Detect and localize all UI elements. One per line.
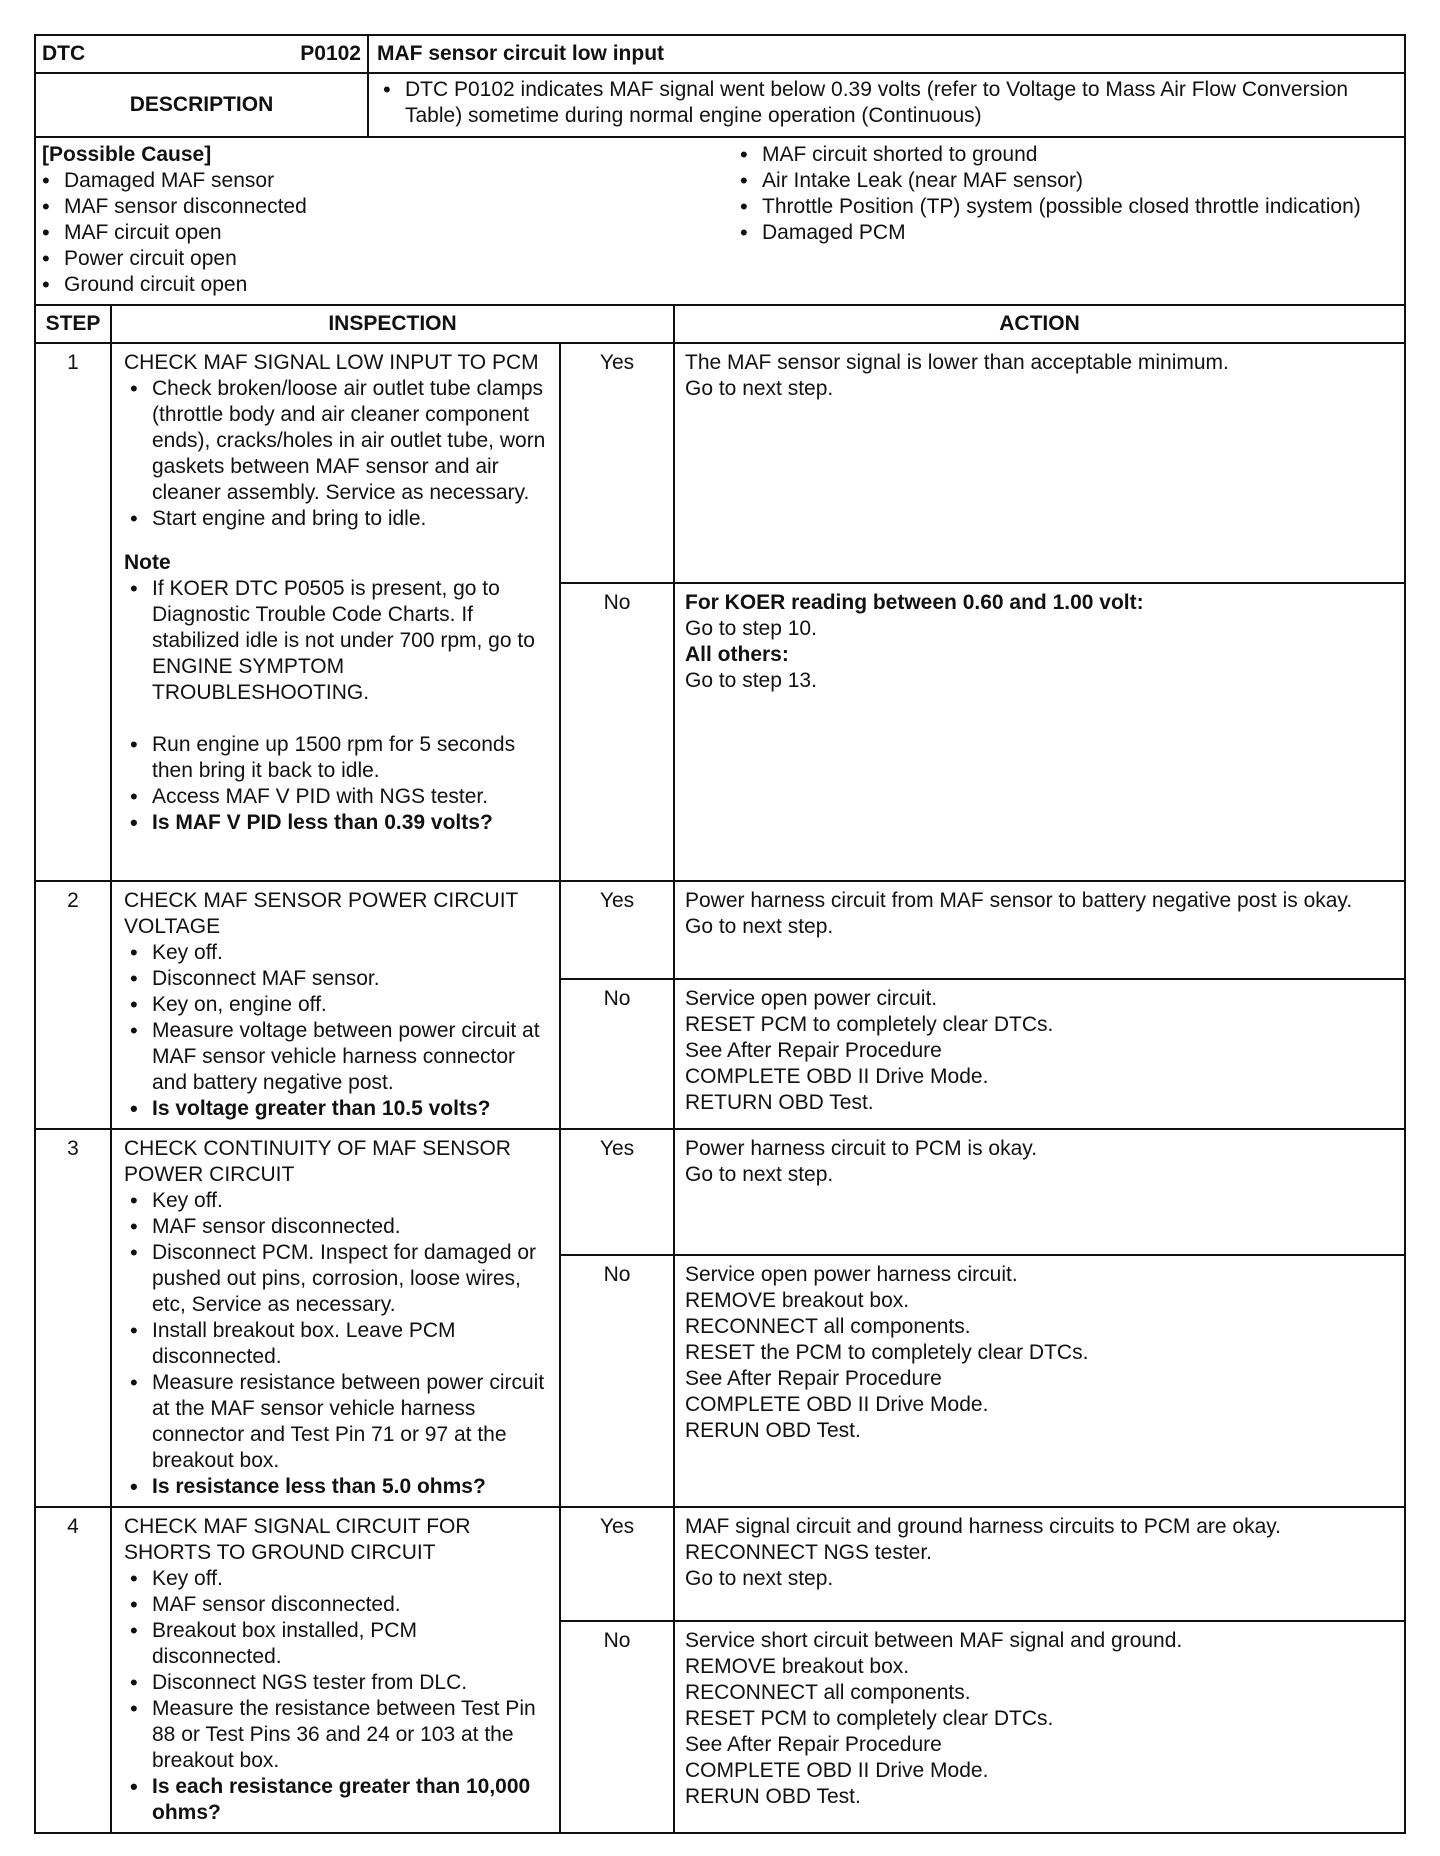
note-label: Note xyxy=(124,551,171,574)
action-line: Go to next step. xyxy=(685,1163,834,1186)
col-step: STEP xyxy=(35,305,111,343)
action-line: MAF signal circuit and ground harness circuits to PCM are okay. xyxy=(685,1515,1282,1538)
action-line: RERUN OBD Test. xyxy=(685,1785,861,1808)
action-line: Service short circuit between MAF signal and ground. xyxy=(685,1629,1183,1652)
col-inspection: INSPECTION xyxy=(111,305,674,343)
action-line: Go to next step. xyxy=(685,377,834,400)
dtc-table xyxy=(34,34,1406,1834)
action-line: Go to next step. xyxy=(685,915,834,938)
step-number: 4 xyxy=(35,1507,111,1833)
action-line: COMPLETE OBD II Drive Mode. xyxy=(685,1759,989,1782)
no-label: No xyxy=(560,1621,674,1833)
dtc-label: DTC xyxy=(42,42,86,65)
step-4-yes-row xyxy=(35,1507,1405,1621)
no-label: No xyxy=(560,979,674,1129)
no-label: No xyxy=(560,1255,674,1507)
description-row xyxy=(35,73,1405,137)
inspection-item: • MAF sensor disconnected. xyxy=(124,1592,549,1618)
inspection-item: • Measure the resistance between Test Pin 88 or Test Pins 36 and 24 or 103 at the breakout box. xyxy=(124,1696,549,1774)
action-line: See After Repair Procedure xyxy=(685,1733,942,1756)
dtc-header-row xyxy=(35,35,1405,73)
action-line: Service open power circuit. xyxy=(685,987,938,1010)
inspection-item: • Key off. xyxy=(124,1188,549,1214)
action-line: Power harness circuit from MAF sensor to battery negative post is okay. xyxy=(685,889,1353,912)
note-item: • If KOER DTC P0505 is present, go to Diagnostic Trouble Code Charts. If stabilized idle is not under 700 rpm, go to ENGINE SYMPTOM TROUBLESHOOTING. xyxy=(124,576,549,706)
cause-item: • Damaged MAF sensor xyxy=(36,168,706,194)
yes-label: Yes xyxy=(560,1129,674,1255)
inspection-item: • Breakout box installed, PCM disconnected. xyxy=(124,1618,549,1670)
inspection-item: • Check broken/loose air outlet tube clamps (throttle body and air cleaner component ends), cracks/holes in air outlet tube, worn gaskets between MAF sensor and air cleaner assembly. Service as necessary. xyxy=(124,376,549,506)
action-line: RESET the PCM to completely clear DTCs. xyxy=(685,1341,1089,1364)
dtc-code: P0102 xyxy=(300,42,361,65)
inspection-item: • Install breakout box. Leave PCM disconnected. xyxy=(124,1318,549,1370)
action-line: RESET PCM to completely clear DTCs. xyxy=(685,1707,1054,1730)
yes-action xyxy=(674,343,1405,583)
step-2-yes-row xyxy=(35,881,1405,979)
col-action: ACTION xyxy=(674,305,1405,343)
inspection-item: • Disconnect MAF sensor. xyxy=(124,966,549,992)
column-header-row xyxy=(35,305,1405,343)
action-line: Go to step 10. xyxy=(685,617,817,640)
action-line: All others: xyxy=(685,643,789,666)
step-number: 2 xyxy=(35,881,111,1129)
inspection-item: • Measure resistance between power circuit at the MAF sensor vehicle harness connector and Test Pin 71 or 97 at the breakout box. xyxy=(124,1370,549,1474)
step-title: CHECK CONTINUITY OF MAF SENSOR POWER CIRCUIT xyxy=(124,1137,511,1186)
action-line: RETURN OBD Test. xyxy=(685,1091,874,1114)
inspection-item: • Start engine and bring to idle. xyxy=(124,506,549,532)
action-line: RECONNECT all components. xyxy=(685,1315,971,1338)
inspection-item: • MAF sensor disconnected. xyxy=(124,1214,549,1240)
no-action xyxy=(674,979,1405,1129)
no-action xyxy=(674,583,1405,881)
step-title: CHECK MAF SENSOR POWER CIRCUIT VOLTAGE xyxy=(124,889,518,938)
description-text: • DTC P0102 indicates MAF signal went below 0.39 volts (refer to Voltage to Mass Air Flow Conversion Table) sometime during normal engine operation (Continuous) xyxy=(377,77,1396,129)
action-line: Service open power harness circuit. xyxy=(685,1263,1018,1286)
cause-item: • Power circuit open xyxy=(36,246,706,272)
description-label: DESCRIPTION xyxy=(35,73,368,137)
step-4-inspection xyxy=(111,1507,560,1833)
yes-action xyxy=(674,1507,1405,1621)
inspection-question: • Is MAF V PID less than 0.39 volts? xyxy=(124,810,549,836)
inspection-item: • Key off. xyxy=(124,940,549,966)
step-1-inspection xyxy=(111,343,560,881)
inspection-question: • Is resistance less than 5.0 ohms? xyxy=(124,1474,549,1500)
yes-action xyxy=(674,881,1405,979)
inspection-question: • Is each resistance greater than 10,000 ohms? xyxy=(124,1774,549,1826)
action-line: See After Repair Procedure xyxy=(685,1039,942,1062)
cause-item: • Air Intake Leak (near MAF sensor) xyxy=(734,168,1368,194)
step-title: CHECK MAF SIGNAL CIRCUIT FOR SHORTS TO GROUND CIRCUIT xyxy=(124,1515,471,1564)
inspection-item: • Key off. xyxy=(124,1566,549,1592)
dtc-title: MAF sensor circuit low input xyxy=(368,35,1405,73)
possible-cause-row xyxy=(35,137,1405,305)
action-line: See After Repair Procedure xyxy=(685,1367,942,1390)
yes-action xyxy=(674,1129,1405,1255)
step-2-inspection xyxy=(111,881,560,1129)
step-title: CHECK MAF SIGNAL LOW INPUT TO PCM xyxy=(124,351,539,374)
inspection-item: • Access MAF V PID with NGS tester. xyxy=(124,784,549,810)
step-1-yes-row xyxy=(35,343,1405,583)
yes-label: Yes xyxy=(560,881,674,979)
action-line: Power harness circuit to PCM is okay. xyxy=(685,1137,1038,1160)
cause-item: • MAF sensor disconnected xyxy=(36,194,706,220)
action-line: REMOVE breakout box. xyxy=(685,1655,910,1678)
action-line: RESET PCM to completely clear DTCs. xyxy=(685,1013,1054,1036)
action-line: For KOER reading between 0.60 and 1.00 volt: xyxy=(685,591,1144,614)
no-label: No xyxy=(560,583,674,881)
inspection-item: • Disconnect NGS tester from DLC. xyxy=(124,1670,549,1696)
yes-label: Yes xyxy=(560,343,674,583)
cause-item: • MAF circuit shorted to ground xyxy=(734,142,1368,168)
action-line: RECONNECT NGS tester. xyxy=(685,1541,932,1564)
inspection-item: • Run engine up 1500 rpm for 5 seconds then bring it back to idle. xyxy=(124,732,549,784)
action-line: RECONNECT all components. xyxy=(685,1681,971,1704)
possible-cause-title: [Possible Cause] xyxy=(42,143,212,166)
step-3-yes-row xyxy=(35,1129,1405,1255)
inspection-item: • Key on, engine off. xyxy=(124,992,549,1018)
action-line: COMPLETE OBD II Drive Mode. xyxy=(685,1393,989,1416)
step-number: 1 xyxy=(35,343,111,881)
step-3-inspection xyxy=(111,1129,560,1507)
yes-label: Yes xyxy=(560,1507,674,1621)
diagnostic-document xyxy=(34,34,1404,1834)
cause-item: • Throttle Position (TP) system (possible closed throttle indication) xyxy=(734,194,1368,220)
action-line: Go to step 13. xyxy=(685,669,817,692)
action-line: RERUN OBD Test. xyxy=(685,1419,861,1442)
cause-item: • Ground circuit open xyxy=(36,272,706,298)
action-line: The MAF sensor signal is lower than acceptable minimum. xyxy=(685,351,1229,374)
action-line: COMPLETE OBD II Drive Mode. xyxy=(685,1065,989,1088)
no-action xyxy=(674,1621,1405,1833)
inspection-question: • Is voltage greater than 10.5 volts? xyxy=(124,1096,549,1122)
action-line: REMOVE breakout box. xyxy=(685,1289,910,1312)
cause-item: • MAF circuit open xyxy=(36,220,706,246)
no-action xyxy=(674,1255,1405,1507)
inspection-item: • Measure voltage between power circuit at MAF sensor vehicle harness connector and battery negative post. xyxy=(124,1018,549,1096)
inspection-item: • Disconnect PCM. Inspect for damaged or pushed out pins, corrosion, loose wires, etc, Service as necessary. xyxy=(124,1240,549,1318)
step-number: 3 xyxy=(35,1129,111,1507)
cause-item: • Damaged PCM xyxy=(734,220,1368,246)
action-line: Go to next step. xyxy=(685,1567,834,1590)
